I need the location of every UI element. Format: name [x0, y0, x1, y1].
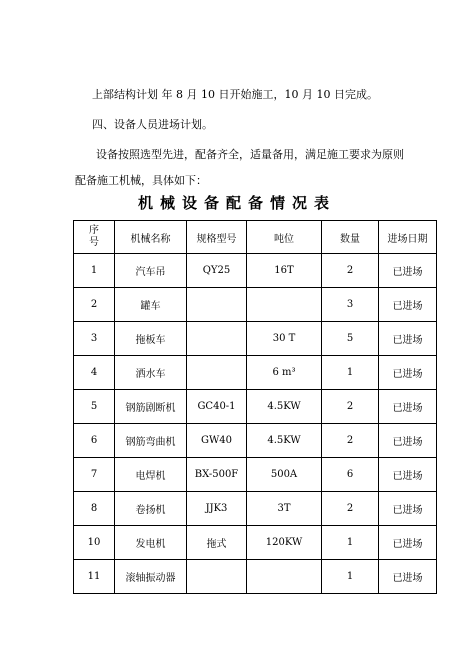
table-row [74, 492, 437, 526]
cell-seq: 1 [74, 254, 115, 288]
cell-seq: 7 [74, 458, 115, 492]
cell-qty: 3 [322, 288, 379, 322]
table-header-row [74, 221, 437, 254]
body-text-line: 配备施工机械，具体如下： [75, 174, 207, 187]
cell-name: 钢筋剧断机 [115, 390, 187, 424]
cell-name: 卷扬机 [115, 492, 187, 526]
cell-date: 已进场 [379, 424, 437, 458]
cell-name: 汽车吊 [115, 254, 187, 288]
cell-seq: 11 [74, 560, 115, 594]
cell-model: 拖式 [187, 526, 247, 560]
body-text-line: 设备按照选型先进，配备齐全，适量备用，满足施工要求为原则 [96, 148, 404, 161]
cell-seq: 4 [74, 356, 115, 390]
header-name: 机械名称 [115, 221, 187, 254]
cell-model: GC40-1 [187, 390, 247, 424]
cell-qty: 2 [322, 492, 379, 526]
cell-date: 已进场 [379, 560, 437, 594]
cell-model: JJK3 [187, 492, 247, 526]
table-row [74, 560, 437, 594]
cell-model [187, 356, 247, 390]
cell-name: 钢筋弯曲机 [115, 424, 187, 458]
table-row [74, 322, 437, 356]
header-seq-bottom: 号 [89, 237, 99, 248]
table-row [74, 424, 437, 458]
header-qty: 数量 [322, 221, 379, 254]
cell-date: 已进场 [379, 458, 437, 492]
cell-seq: 6 [74, 424, 115, 458]
cell-tonnage: 4.5KW [247, 424, 322, 458]
cell-tonnage: 500A [247, 458, 322, 492]
cell-seq: 3 [74, 322, 115, 356]
cell-qty: 5 [322, 322, 379, 356]
cell-model: QY25 [187, 254, 247, 288]
header-seq [74, 221, 115, 254]
body-text-line: 上部结构计划 年 8 月 10 日开始施工，10 月 10 日完成。 [92, 88, 378, 101]
header-model: 规格型号 [187, 221, 247, 254]
header-seq-top: 序 [89, 225, 99, 236]
cell-name: 洒水车 [115, 356, 187, 390]
cell-seq: 10 [74, 526, 115, 560]
cell-tonnage [247, 560, 322, 594]
cell-seq: 2 [74, 288, 115, 322]
header-date: 进场日期 [379, 221, 437, 254]
cell-model: GW40 [187, 424, 247, 458]
cell-qty: 1 [322, 356, 379, 390]
cell-tonnage: 6 m³ [247, 356, 322, 390]
cell-qty: 1 [322, 526, 379, 560]
cell-tonnage: 120KW [247, 526, 322, 560]
cell-name: 滚轴振动器 [115, 560, 187, 594]
equipment-table [73, 220, 437, 594]
section-heading: 四、设备人员进场计划。 [92, 118, 213, 131]
cell-date: 已进场 [379, 356, 437, 390]
table-row [74, 526, 437, 560]
table-row [74, 356, 437, 390]
cell-date: 已进场 [379, 492, 437, 526]
cell-tonnage: 4.5KW [247, 390, 322, 424]
cell-tonnage: 30 T [247, 322, 322, 356]
cell-name: 拖板车 [115, 322, 187, 356]
cell-name: 发电机 [115, 526, 187, 560]
header-tonnage: 吨位 [247, 221, 322, 254]
cell-tonnage [247, 288, 322, 322]
cell-seq: 8 [74, 492, 115, 526]
cell-qty: 2 [322, 424, 379, 458]
cell-date: 已进场 [379, 288, 437, 322]
cell-name: 罐车 [115, 288, 187, 322]
cell-qty: 2 [322, 390, 379, 424]
cell-date: 已进场 [379, 526, 437, 560]
cell-date: 已进场 [379, 322, 437, 356]
cell-name: 电焊机 [115, 458, 187, 492]
cell-model: BX-500F [187, 458, 247, 492]
cell-qty: 1 [322, 560, 379, 594]
cell-seq: 5 [74, 390, 115, 424]
cell-date: 已进场 [379, 254, 437, 288]
cell-model [187, 322, 247, 356]
cell-model [187, 560, 247, 594]
cell-qty: 2 [322, 254, 379, 288]
table-row [74, 254, 437, 288]
cell-tonnage: 16T [247, 254, 322, 288]
table-title: 机械设备配备情况表 [137, 194, 336, 212]
cell-tonnage: 3T [247, 492, 322, 526]
cell-model [187, 288, 247, 322]
table-row [74, 390, 437, 424]
cell-date: 已进场 [379, 390, 437, 424]
table-row [74, 288, 437, 322]
cell-qty: 6 [322, 458, 379, 492]
table-row [74, 458, 437, 492]
